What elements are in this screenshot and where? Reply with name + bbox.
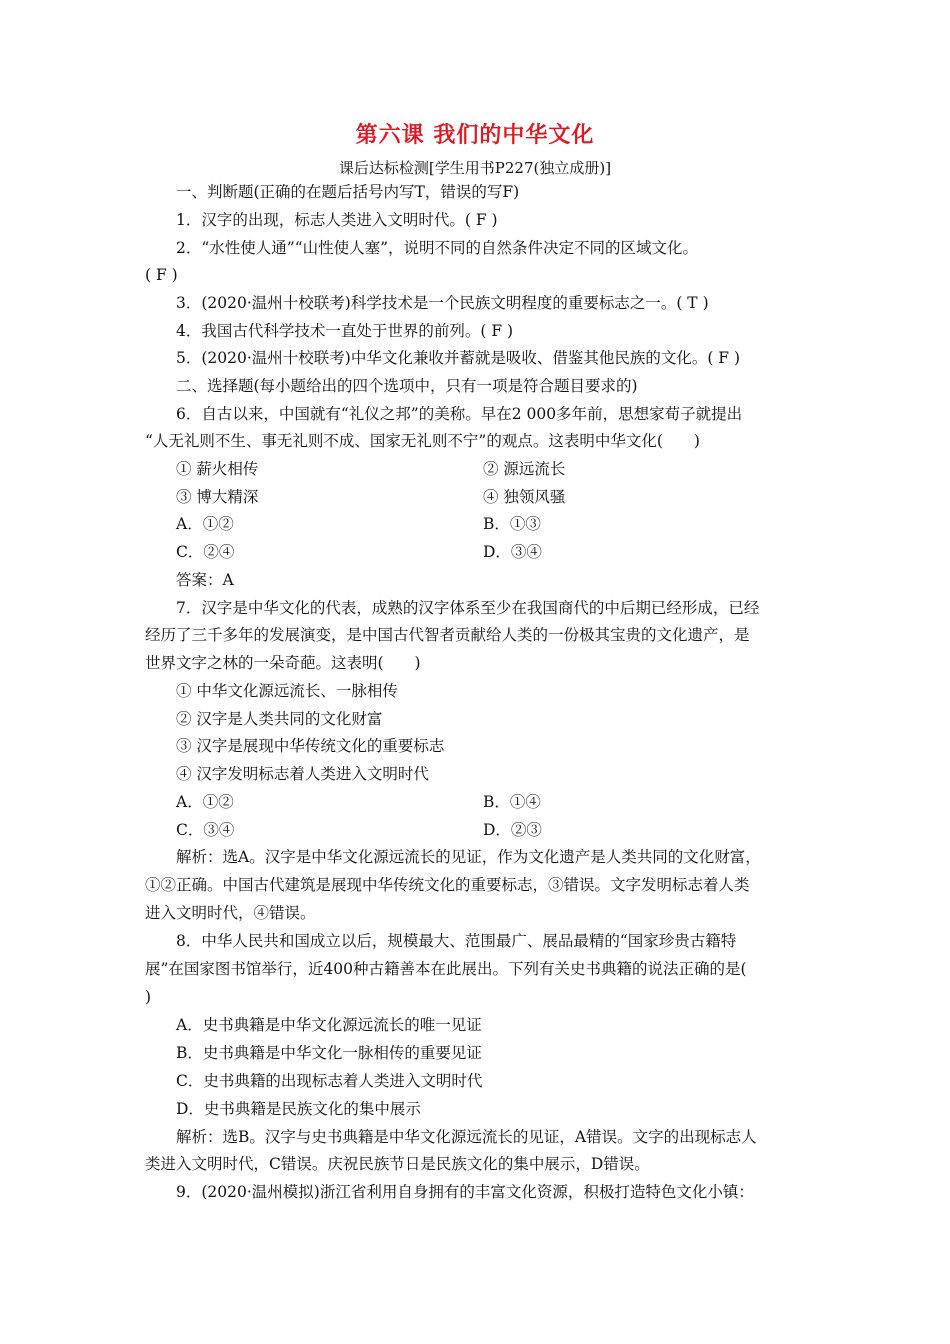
answer-line: 答案：A	[176, 571, 234, 589]
option-c: C．③④	[176, 821, 235, 839]
question-line: 9．(2020·温州模拟)浙江省利用自身拥有的丰富文化资源，积极打造特色文化小镇：	[176, 1183, 754, 1201]
option-c: C．②④	[176, 543, 235, 561]
option-b: B．史书典籍是中华文化一脉相传的重要见证	[176, 1044, 482, 1062]
statement-item: ④ 汉字发明标志着人类进入文明时代	[176, 765, 429, 783]
option-b: B．①④	[483, 793, 541, 811]
question-line: 4．我国古代科学技术一直处于世界的前列。( F )	[176, 322, 514, 340]
option-d: D．③④	[483, 543, 542, 561]
question-line: 1．汉字的出现，标志人类进入文明时代。( F )	[176, 211, 498, 229]
statement-item: ③ 博大精深	[176, 488, 259, 506]
question-line: 2．“水性使人通”“山性使人塞”，说明不同的自然条件决定不同的区域文化。	[176, 239, 699, 257]
statement-item: ① 薪火相传	[176, 460, 259, 478]
question-line: )	[145, 988, 152, 1006]
option-c: C．史书典籍的出现标志着人类进入文明时代	[176, 1072, 483, 1090]
statement-item: ② 汉字是人类共同的文化财富	[176, 710, 383, 728]
explanation-line: 进入文明时代，④错误。	[145, 904, 316, 922]
question-line: 7．汉字是中华文化的代表，成熟的汉字体系至少在我国商代的中后期已经形成，已经	[176, 599, 760, 617]
question-line: 8．中华人民共和国成立以后，规模最大、范围最广、展品最精的“国家珍贵古籍特	[176, 932, 737, 950]
statement-item: ③ 汉字是展现中华传统文化的重要标志	[176, 737, 445, 755]
statement-item: ② 源远流长	[483, 460, 566, 478]
question-line: “人无礼则不生、事无礼则不成、国家无礼则不宁”的观点。这表明中华文化( )	[145, 432, 700, 450]
option-b: B．①③	[483, 515, 541, 533]
explanation-line: 解析：选B。汉字与史书典籍是中华文化源远流长的见证，A错误。文字的出现标志人	[176, 1128, 757, 1146]
explanation-line: ①②正确。中国古代建筑是展现中华传统文化的重要标志，③错误。文字发明标志着人类	[145, 876, 750, 894]
section-heading: 一、判断题(正确的在题后括号内写T，错误的写F)	[176, 183, 520, 201]
statement-item: ① 中华文化源远流长、一脉相传	[176, 682, 398, 700]
option-a: A．史书典籍是中华文化源远流长的唯一见证	[176, 1016, 482, 1034]
page-subtitle: 课后达标检测[学生用书P227(独立成册)]	[338, 159, 612, 177]
question-line: 6．自古以来，中国就有“礼仪之邦”的美称。早在2 000多年前，思想家荀子就提出	[176, 405, 743, 423]
page-title: 第六课 我们的中华文化	[355, 123, 595, 148]
option-d: D．②③	[483, 821, 542, 839]
question-line: 经历了三千多年的发展演变，是中国古代智者贡献给人类的一份极其宝贵的文化遗产，是	[145, 626, 750, 644]
statement-item: ④ 独领风骚	[483, 488, 566, 506]
explanation-line: 类进入文明时代，C错误。庆祝民族节日是民族文化的集中展示，D错误。	[145, 1155, 650, 1173]
explanation-line: 解析：选A。汉字是中华文化源远流长的见证，作为文化遗产是人类共同的文化财富，	[176, 848, 761, 866]
question-line: 世界文字之林的一朵奇葩。这表明( )	[145, 654, 421, 672]
section-heading: 二、选择题(每小题给出的四个选项中，只有一项是符合题目要求的)	[176, 377, 638, 395]
question-line: 展”在国家图书馆举行，近400种古籍善本在此展出。下列有关史书典籍的说法正确的是(	[145, 960, 747, 978]
option-a: A．①②	[176, 793, 234, 811]
option-d: D．史书典籍是民族文化的集中展示	[176, 1100, 421, 1118]
question-line: 3．(2020·温州十校联考)科学技术是一个民族文明程度的重要标志之一。( T )	[176, 294, 709, 312]
question-line: 5．(2020·温州十校联考)中华文化兼收并蓄就是吸收、借鉴其他民族的文化。( F )	[176, 349, 741, 367]
option-a: A．①②	[176, 515, 234, 533]
question-line: ( F )	[145, 266, 178, 284]
